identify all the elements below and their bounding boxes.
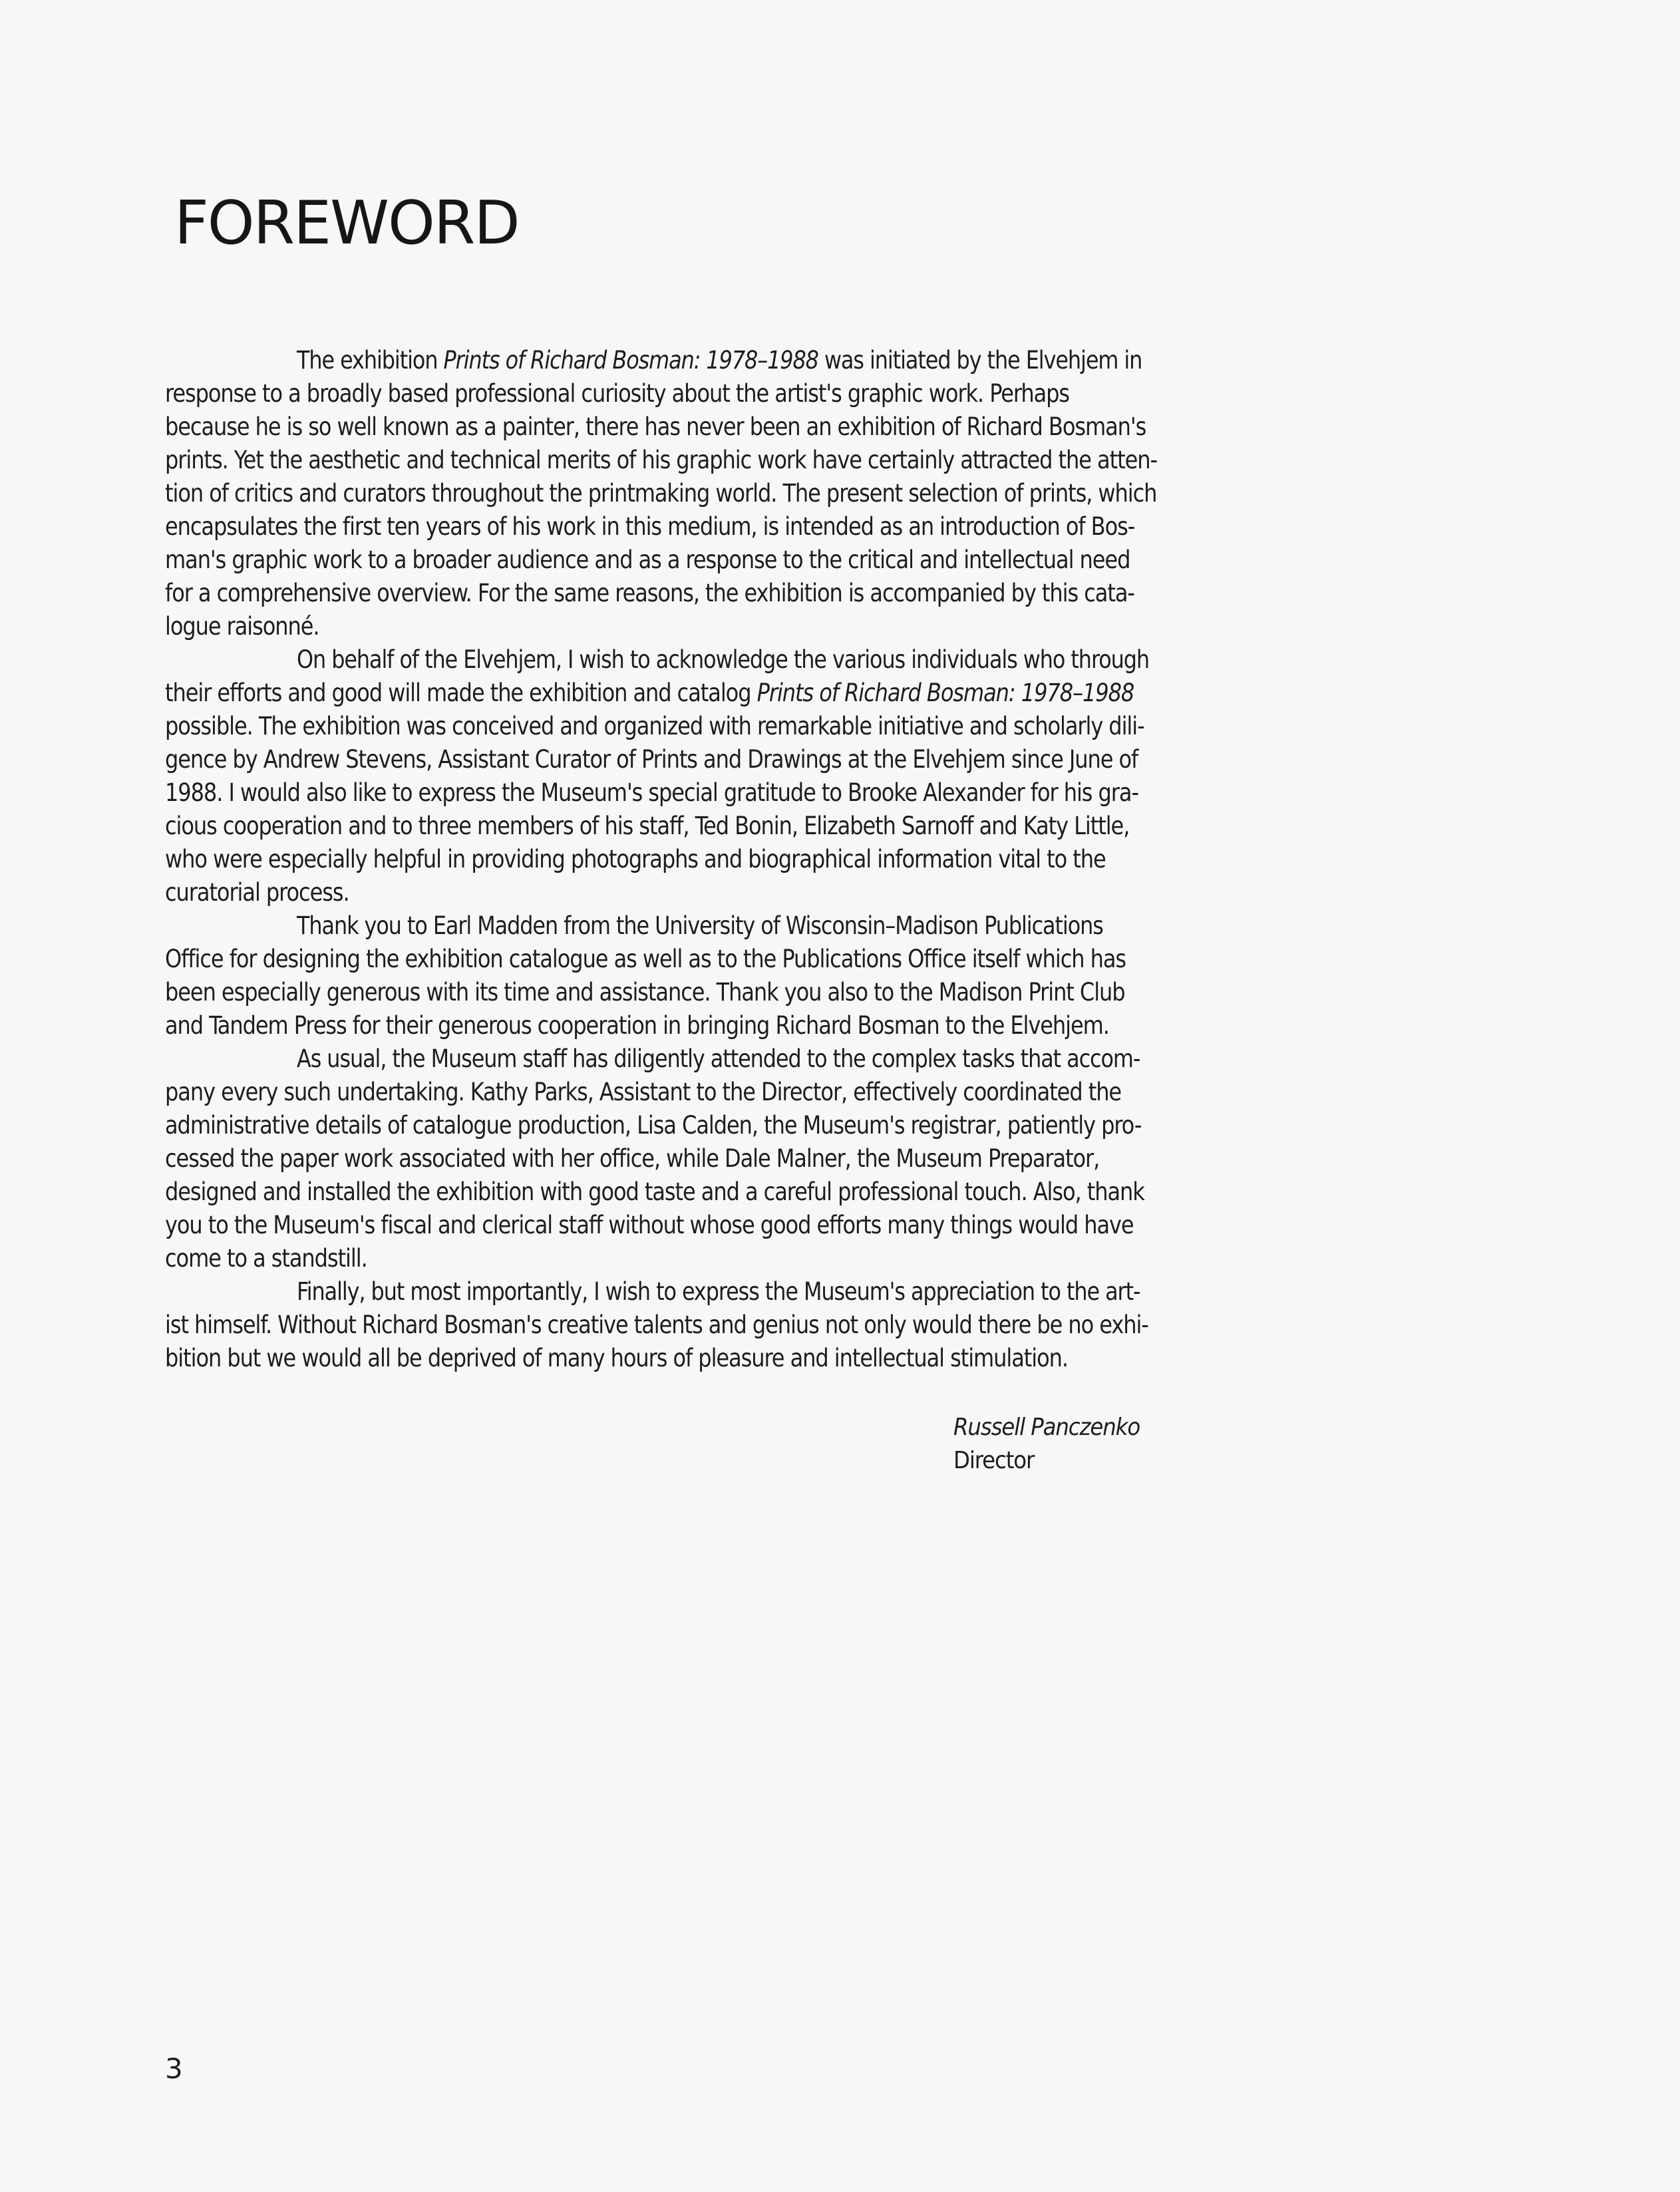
text-segment: gence by Andrew Stevens, Assistant Curator of Prints and Drawings at the Elvehjem since June of <box>165 745 1138 774</box>
text-segment: bition but we would all be deprived of many hours of pleasure and intellectual stimulation. <box>165 1344 1069 1372</box>
text-line <box>165 677 1157 710</box>
text-segment: man's graphic work to a broader audience and as a response to the critical and intellectual need <box>165 546 1130 574</box>
text-line <box>165 1076 1157 1109</box>
text-line <box>165 410 1157 444</box>
text-line <box>165 1342 1157 1375</box>
text-segment: possible. The exhibition was conceived and organized with remarkable initiative and scholarly dili- <box>165 712 1144 740</box>
text-line <box>165 377 1157 410</box>
text-line <box>297 1275 1157 1309</box>
text-segment: pany every such undertaking. Kathy Parks, Assistant to the Director, effectively coordinated the <box>165 1078 1122 1106</box>
text-segment: was initiated by the Elvehjem in <box>818 346 1142 375</box>
text-segment: The exhibition <box>297 346 444 375</box>
text-line <box>297 1042 1157 1076</box>
italic-title-text: Prints of Richard Bosman: 1978–1988 <box>443 346 818 375</box>
text-line <box>165 1009 1157 1042</box>
text-segment: cious cooperation and to three members of his staff, Ted Bonin, Elizabeth Sarnoff and Katy Little, <box>165 812 1130 840</box>
text-line <box>297 909 1157 943</box>
text-segment: curatorial process. <box>165 878 349 907</box>
text-line <box>165 577 1157 610</box>
text-line <box>165 976 1157 1009</box>
text-line <box>165 1209 1157 1242</box>
paragraph <box>165 1275 1196 1375</box>
text-line <box>297 643 1157 677</box>
text-line <box>165 1309 1157 1342</box>
text-segment: Office for designing the exhibition catalogue as well as to the Publications Office itself which has <box>165 945 1126 973</box>
text-segment: prints. Yet the aesthetic and technical merits of his graphic work have certainly attracted the atten- <box>165 446 1157 474</box>
text-line <box>165 444 1157 477</box>
text-line <box>165 544 1157 577</box>
signature-role: Director <box>953 1447 1035 1474</box>
text-segment: tion of critics and curators throughout the printmaking world. The present selection of prints, which <box>165 479 1157 508</box>
text-line <box>165 776 1157 810</box>
text-line <box>165 943 1157 976</box>
foreword-body <box>165 344 1196 1375</box>
text-segment: 1988. I would also like to express the Museum's special gratitude to Brooke Alexander for his gra- <box>165 778 1138 807</box>
text-line <box>165 1175 1157 1209</box>
paragraph <box>165 344 1196 643</box>
text-segment: because he is so well known as a painter, there has never been an exhibition of Richard Bosman's <box>165 412 1146 441</box>
signature-block <box>953 1411 1140 1478</box>
text-segment: logue raisonné. <box>165 612 319 641</box>
text-line <box>165 1109 1157 1142</box>
page-number: 3 <box>165 2052 183 2085</box>
text-line <box>165 510 1157 544</box>
text-segment: response to a broadly based professional curiosity about the artist's graphic work. Perhaps <box>165 379 1070 408</box>
text-line <box>165 743 1157 776</box>
paragraph <box>165 1042 1196 1275</box>
text-segment: who were especially helpful in providing photographs and biographical information vital to the <box>165 845 1106 873</box>
italic-title-text: Prints of Richard Bosman: 1978–1988 <box>756 679 1134 707</box>
text-line <box>297 344 1157 377</box>
text-line <box>165 810 1157 843</box>
text-line <box>165 610 1157 643</box>
text-segment: Finally, but most importantly, I wish to express the Museum's appreciation to the art- <box>297 1277 1140 1306</box>
text-line <box>165 710 1157 743</box>
signature-name: Russell Panczenko <box>953 1414 1140 1441</box>
text-line <box>165 1242 1157 1275</box>
text-segment: their efforts and good will made the exhibition and catalog <box>165 679 757 707</box>
text-segment: designed and installed the exhibition with good taste and a careful professional touch. Also, thank <box>165 1177 1144 1206</box>
text-line <box>165 477 1157 510</box>
page-title: FOREWORD <box>174 188 519 258</box>
text-segment: ist himself. Without Richard Bosman's creative talents and genius not only would there be no exhi- <box>165 1311 1148 1339</box>
text-segment: On behalf of the Elvehjem, I wish to acknowledge the various individuals who through <box>297 645 1150 674</box>
text-segment: you to the Museum's fiscal and clerical staff without whose good efforts many things would have <box>165 1211 1134 1239</box>
text-segment: As usual, the Museum staff has diligently attended to the complex tasks that accom- <box>297 1044 1140 1073</box>
text-line <box>165 1142 1157 1175</box>
text-line <box>165 843 1157 876</box>
paragraph <box>165 643 1196 909</box>
text-segment: come to a standstill. <box>165 1244 367 1273</box>
text-segment: administrative details of catalogue production, Lisa Calden, the Museum's registrar, patiently pro- <box>165 1111 1142 1140</box>
paragraph <box>165 909 1196 1042</box>
text-segment: and Tandem Press for their generous cooperation in bringing Richard Bosman to the Elvehjem. <box>165 1011 1109 1040</box>
text-segment: cessed the paper work associated with her office, while Dale Malner, the Museum Preparator, <box>165 1144 1100 1173</box>
text-segment: been especially generous with its time and assistance. Thank you also to the Madison Print Club <box>165 978 1125 1007</box>
text-line <box>165 876 1157 909</box>
text-segment: for a comprehensive overview. For the same reasons, the exhibition is accompanied by this cata- <box>165 579 1134 607</box>
text-segment: Thank you to Earl Madden from the University of Wisconsin–Madison Publications <box>297 911 1103 940</box>
text-segment: encapsulates the first ten years of his work in this medium, is intended as an introduction of Bos- <box>165 512 1135 541</box>
